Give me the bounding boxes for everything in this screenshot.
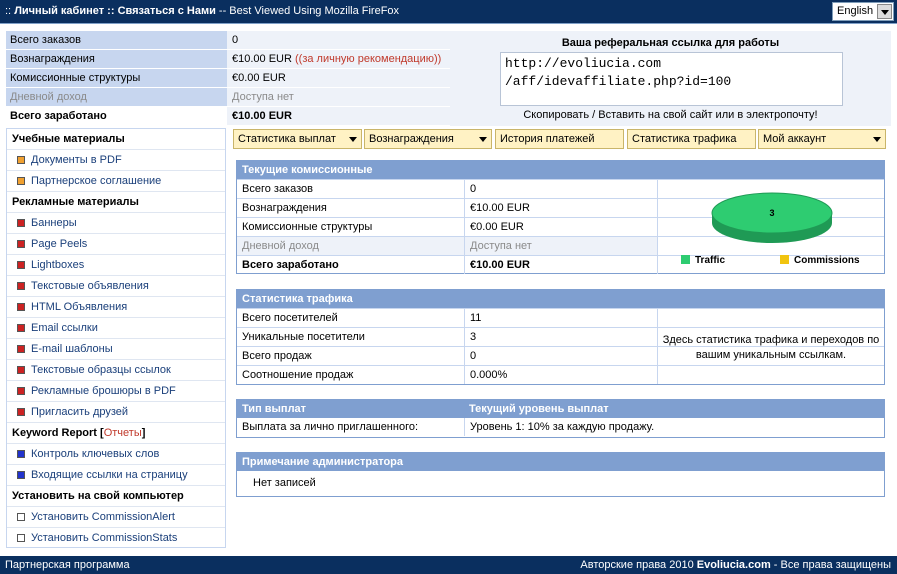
sidebar-item-keyword-control[interactable] (7, 444, 225, 465)
header-sep: :: (107, 5, 115, 17)
sidebar-item-label: Рекламные брошюры в PDF (31, 385, 176, 397)
summary-row (6, 69, 450, 88)
bullet-icon (17, 156, 25, 164)
row-label: Комиссионные структуры (237, 218, 465, 236)
referral-link-line: /aff/idevaffiliate.php?id=100 (505, 74, 732, 89)
account-link[interactable]: Личный кабинет (14, 5, 105, 17)
row-value: 0.000% (465, 366, 658, 384)
sidebar-item-invite-friends[interactable] (7, 402, 225, 423)
legend-traffic (681, 255, 725, 266)
bullet-icon (17, 240, 25, 248)
row-label: Всего посетителей (237, 309, 465, 327)
commissions-panel (236, 160, 885, 274)
keyword-heading: Keyword Report (12, 427, 97, 439)
sidebar-item-label: Текстовые образцы ссылок (31, 364, 171, 376)
sidebar-item-html-ads[interactable] (7, 297, 225, 318)
row-value: €10.00 EUR (465, 256, 658, 274)
sidebar-item-label: Lightboxes (31, 259, 85, 271)
nav-payment-history[interactable] (495, 129, 624, 149)
top-header (0, 0, 897, 24)
sidebar-item-text-ads[interactable] (7, 276, 225, 297)
sidebar-item-label: Установить CommissionAlert (31, 511, 175, 523)
row-value: Уровень 1: 10% за каждую продажу. (470, 421, 655, 433)
sidebar-item-label: Пригласить друзей (31, 406, 129, 418)
summary-note: ((за личную рекомендацию)) (295, 53, 442, 65)
summary-value: 0 (227, 31, 450, 50)
row-value: €10.00 EUR (465, 199, 658, 217)
referral-box (450, 31, 891, 126)
bullet-icon (17, 471, 25, 479)
sidebar-item-page-peels[interactable] (7, 234, 225, 255)
bullet-icon (17, 303, 25, 311)
sidebar-item-label: Page Peels (31, 238, 88, 250)
sidebar-heading: Установить на свой компьютер (7, 486, 225, 507)
sidebar-item-commission-stats[interactable] (7, 528, 225, 549)
referral-link-line: http://evoliucia.com (505, 56, 662, 71)
header-prefix: :: (5, 5, 12, 17)
traffic-info: Здесь статистика трафика и переходов по вашим уникальным ссылкам. (662, 334, 880, 361)
sidebar-heading: Рекламные материалы (7, 192, 225, 213)
admin-note-text: Нет записей (253, 477, 316, 489)
footer-site-link[interactable]: Evoliucia.com (696, 559, 771, 571)
panel-title: Статистика трафика (237, 290, 884, 308)
nav-payout-stats[interactable] (233, 129, 362, 149)
summary-value: €0.00 EUR (227, 69, 450, 88)
sidebar-item-email-links[interactable] (7, 318, 225, 339)
row-value: 0 (465, 347, 658, 365)
bracket-close: ] (141, 427, 146, 439)
traffic-panel (236, 289, 885, 385)
row-value: 0 (465, 180, 658, 198)
sidebar-item-incoming-links[interactable] (7, 465, 225, 486)
legend-swatch (780, 255, 789, 264)
summary-row (6, 50, 450, 69)
earnings-summary (6, 31, 450, 126)
summary-label: Вознаграждения (6, 50, 227, 69)
footer (0, 556, 897, 574)
summary-value: Доступа нет (227, 88, 450, 107)
payout-panel (236, 399, 885, 438)
row-value: 11 (465, 309, 658, 327)
row-label: Всего заказов (237, 180, 465, 198)
row-label: Вознаграждения (237, 199, 465, 217)
sidebar-heading: Учебные материалы (7, 129, 225, 150)
nav-traffic-stats[interactable] (627, 129, 756, 149)
bracket-open: [ (100, 427, 104, 439)
bullet-icon (17, 450, 25, 458)
pie-label: 3 (769, 208, 775, 218)
bullet-icon (17, 387, 25, 395)
bullet-icon (17, 219, 25, 227)
header-tagline: -- Best Viewed Using Mozilla FireFox (218, 5, 400, 17)
row-label: Всего заработано (237, 256, 465, 274)
footer-left: Партнерская программа (5, 559, 130, 571)
legend-label: Commissions (794, 255, 860, 266)
sidebar-item-email-templates[interactable] (7, 339, 225, 360)
sidebar-heading (7, 423, 225, 444)
nav-label: Статистика трафика (632, 133, 737, 145)
bullet-icon (17, 534, 25, 542)
sidebar-item-label: Текстовые объявления (31, 280, 149, 292)
bullet-icon (17, 408, 25, 416)
sidebar-item-pdf-brochures[interactable] (7, 381, 225, 402)
row-label: Всего продаж (237, 347, 465, 365)
referral-link-field[interactable] (500, 52, 843, 106)
referral-note: Скопировать / Вставить на свой сайт или в электропочту! (523, 109, 818, 121)
sidebar (6, 128, 226, 548)
sidebar-item-label: Входящие ссылки на страницу (31, 469, 188, 481)
panel-title: Текущие комиссионные (237, 161, 884, 179)
nav-label: Статистика выплат (238, 133, 336, 145)
row-label: Дневной доход (237, 237, 465, 255)
sidebar-item-banners[interactable] (7, 213, 225, 234)
summary-value (227, 50, 450, 69)
contact-link[interactable]: Связаться с Нами (117, 5, 216, 17)
sidebar-item-label: Документы в PDF (31, 154, 122, 166)
nav-label: Мой аккаунт (763, 133, 827, 145)
panel-title: Примечание администратора (237, 453, 884, 471)
legend-label: Traffic (695, 255, 726, 266)
payout-col-type: Тип выплат (242, 403, 307, 415)
bullet-icon (17, 513, 25, 521)
summary-label: Всего заказов (6, 31, 227, 50)
sidebar-item-label: Установить CommissionStats (31, 532, 178, 544)
sidebar-item-commission-alert[interactable] (7, 507, 225, 528)
language-value: English (837, 5, 874, 17)
footer-copyright-prefix: Авторские права 2010 (580, 559, 694, 571)
summary-label: Дневной доход (6, 88, 227, 107)
summary-label: Комиссионные структуры (6, 69, 227, 88)
summary-label: Всего заработано (6, 107, 227, 126)
sidebar-item-lightboxes[interactable] (7, 255, 225, 276)
payout-header (237, 400, 884, 418)
nav-rewards[interactable] (364, 129, 492, 149)
sidebar-item-text-links[interactable] (7, 360, 225, 381)
sidebar-item-label: Партнерское соглашение (31, 175, 162, 187)
chevron-down-icon (349, 137, 357, 142)
sidebar-item-label: E-mail шаблоны (31, 343, 113, 355)
chevron-down-icon (873, 137, 881, 142)
summary-value: €10.00 EUR (227, 107, 450, 126)
sidebar-item-label: Баннеры (31, 217, 77, 229)
summary-row (6, 31, 450, 50)
traffic-pie-chart (707, 183, 837, 245)
table-row (237, 365, 884, 384)
referral-title: Ваша реферальная ссылка для работы (561, 37, 780, 49)
bullet-icon (17, 177, 25, 185)
payout-col-level: Текущий уровень выплат (469, 403, 609, 415)
row-label: Уникальные посетители (237, 328, 465, 346)
sidebar-item-label: HTML Объявления (31, 301, 128, 313)
keyword-reports-link[interactable]: Отчеты (103, 427, 142, 439)
row-value: 3 (465, 328, 658, 346)
bullet-icon (17, 366, 25, 374)
sidebar-item-pdf-docs[interactable] (7, 150, 225, 171)
sidebar-item-label: Email ссылки (31, 322, 98, 334)
footer-copyright-suffix: - Все права защищены (773, 559, 891, 571)
sidebar-item-agreement[interactable] (7, 171, 225, 192)
bullet-icon (17, 261, 25, 269)
legend-commissions (780, 255, 860, 266)
row-label: Соотношение продаж (237, 366, 465, 384)
legend-swatch (681, 255, 690, 264)
summary-amount: €10.00 EUR (232, 53, 292, 65)
language-select[interactable] (832, 2, 894, 21)
bullet-icon (17, 345, 25, 353)
table-row (237, 308, 884, 327)
summary-row (6, 88, 450, 107)
bullet-icon (17, 324, 25, 332)
footer-copyright (580, 559, 891, 571)
row-value: Доступа нет (465, 237, 658, 255)
chevron-down-icon[interactable] (877, 4, 892, 19)
row-label: Выплата за лично приглашенного: (237, 418, 465, 436)
sidebar-item-label: Контроль ключевых слов (31, 448, 160, 460)
bullet-icon (17, 282, 25, 290)
nav-label: История платежей (500, 133, 595, 145)
row-value: €0.00 EUR (465, 218, 658, 236)
summary-row (6, 107, 450, 126)
admin-note-panel (236, 452, 885, 497)
nav-label: Вознаграждения (369, 133, 454, 145)
nav-my-account[interactable] (758, 129, 886, 149)
chevron-down-icon (479, 137, 487, 142)
table-row (237, 418, 884, 437)
header-title (5, 5, 399, 17)
